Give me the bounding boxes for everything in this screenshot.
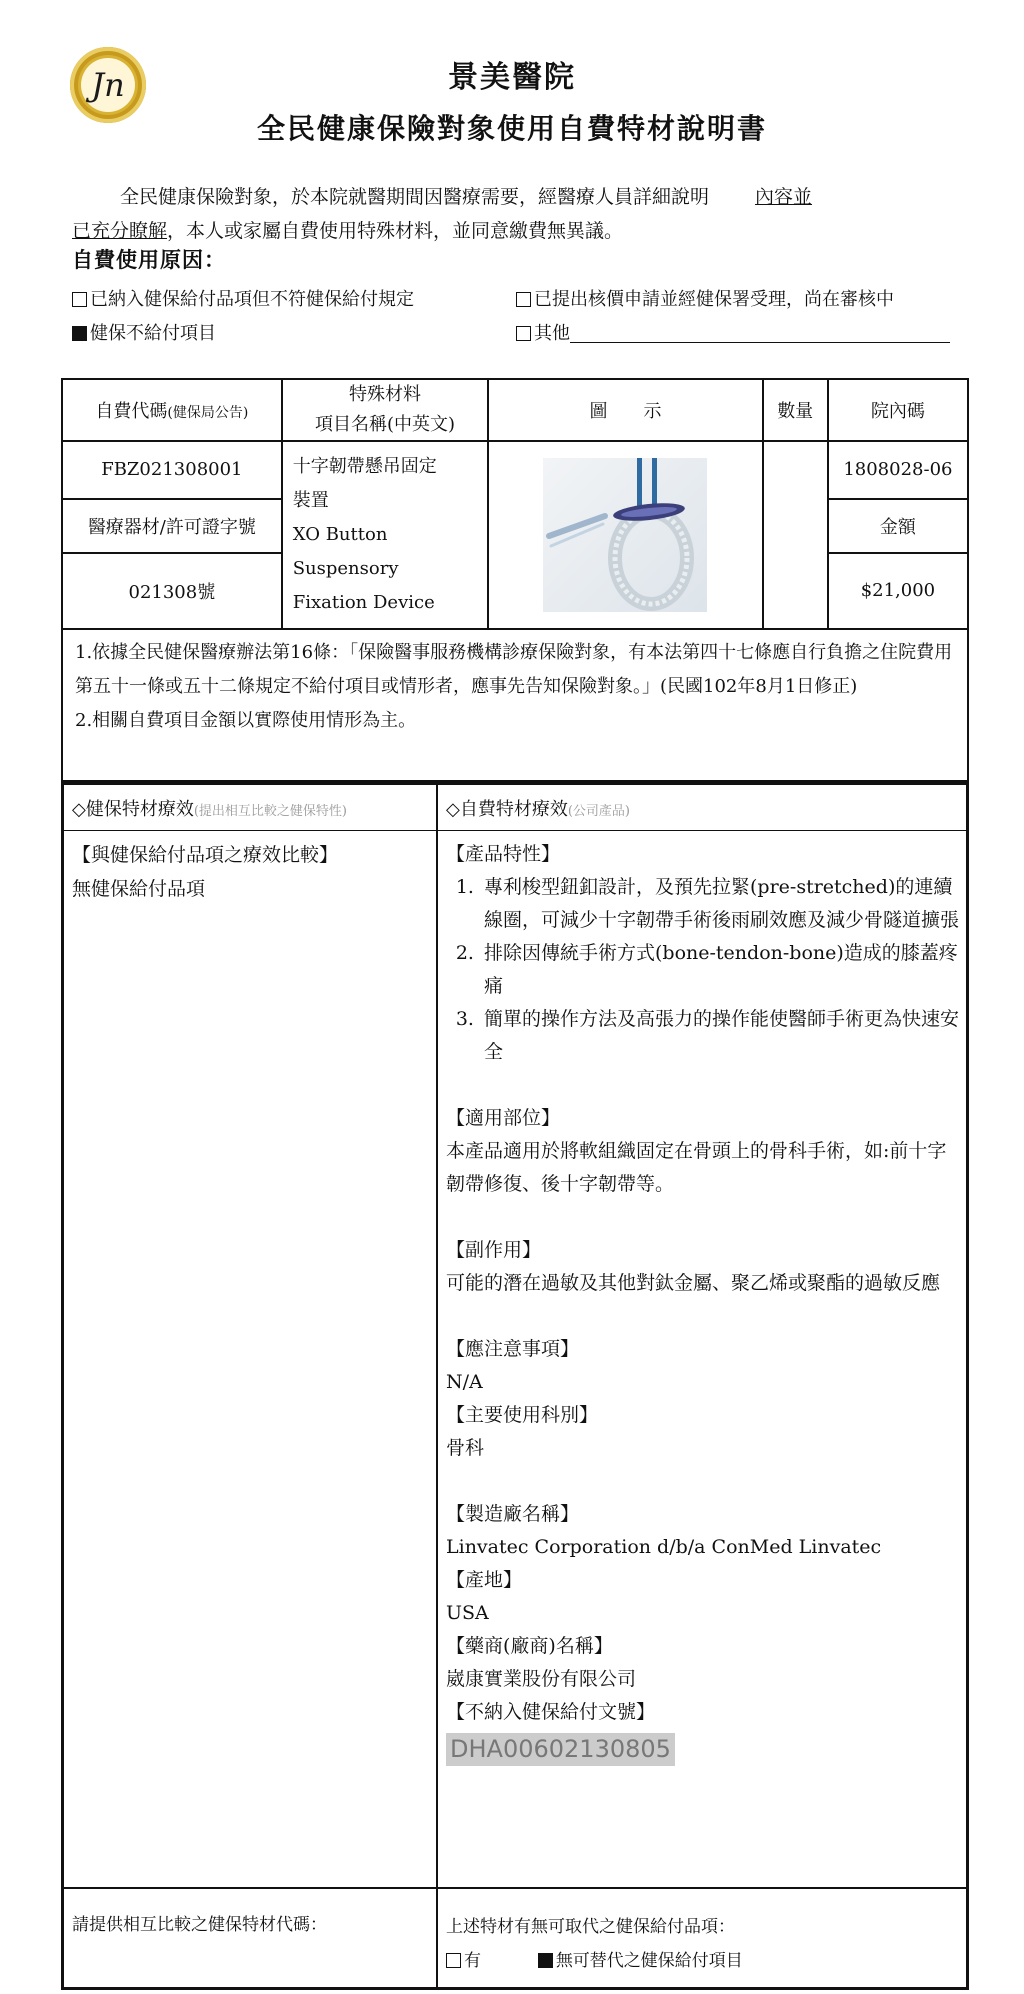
amount-label: 金額 — [828, 499, 968, 553]
manufacturer-title: 【製造廠名稱】 — [446, 1503, 580, 1525]
site-text: 本產品適用於將軟組織固定在骨頭上的骨科手術，如:前十字韌帶修復、後十字韌帶等。 — [446, 1140, 947, 1195]
right-column-header: ◇自費特材療效(公司產品) — [446, 799, 630, 820]
site-title: 【適用部位】 — [446, 1107, 561, 1129]
alternative-yes-option[interactable]: 有 — [446, 1951, 481, 1971]
side-effect-title: 【副作用】 — [446, 1239, 542, 1261]
side-effect-text: 可能的潛在過敏及其他對鈦金屬、聚乙烯或聚酯的過敏反應 — [446, 1272, 941, 1294]
item-name-cell: 十字韌帶懸吊固定 裝置 XO Button Suspensory Fixation Device — [282, 441, 489, 629]
product-image — [543, 458, 707, 612]
header-code: 自費代碼(健保局公告) — [62, 379, 282, 441]
intro-underlined-2: 已充分瞭解 — [72, 220, 168, 242]
department-title: 【主要使用科別】 — [446, 1404, 599, 1426]
column-divider — [436, 782, 438, 1990]
checkbox-checked-icon[interactable] — [72, 326, 87, 341]
intro-line2: ，本人或家屬自費使用特殊材料，並同意繳費無異議。 — [167, 220, 624, 242]
comparison-title: 【與健保給付品項之療效比較】 — [72, 844, 339, 866]
caution-text: N/A — [446, 1371, 483, 1393]
reason-option-1[interactable] — [72, 285, 414, 311]
caution-title: 【應注意事項】 — [446, 1338, 580, 1360]
note-1: 1.依據全民健保醫療辦法第16條：「保險醫事服務機構診療保險對象，有本法第四十七條應自行負擔之住院費用第五十一條或五十二條規定不給付項目或情形者，應事先告知保險對象。」(民國102年8月1日修正) — [75, 642, 953, 697]
image-cell — [488, 441, 762, 629]
qty-cell — [763, 441, 828, 629]
reason-option-2[interactable] — [516, 285, 894, 311]
reason-option-1-label: 已納入健保給付品項但不符健保給付規定 — [90, 289, 414, 310]
hospital-code-value: 1808028-06 — [828, 441, 968, 499]
amount-value: $21,000 — [828, 553, 968, 629]
origin-text: USA — [446, 1602, 489, 1624]
origin-title: 【產地】 — [446, 1569, 523, 1591]
feature-item: 3. 簡單的操作方法及高張力的操作能使醫師手術更為快速安全 — [480, 1003, 961, 1069]
intro-line1: 全民健康保險對象，於本院就醫期間因醫療需要，經醫療人員詳細說明 — [120, 186, 710, 208]
material-table — [61, 378, 969, 630]
document-number-title: 【不納入健保給付文號】 — [446, 1701, 656, 1723]
right-column-content — [446, 838, 961, 1768]
hospital-name: 景美醫院 — [448, 60, 576, 95]
reason-option-3[interactable] — [72, 319, 216, 345]
header-qty: 數量 — [763, 379, 828, 441]
features-title: 【產品特性】 — [446, 843, 561, 865]
checkbox-unchecked-icon[interactable] — [516, 292, 531, 307]
footer-divider — [61, 1887, 969, 1889]
code-value: FBZ021308001 — [62, 441, 282, 499]
checkbox-unchecked-icon[interactable] — [446, 1953, 461, 1968]
header-name: 特殊材料 項目名稱(中英文) — [282, 379, 489, 441]
fixation-device-illustration — [543, 458, 707, 612]
license-label: 醫療器材/許可證字號 — [62, 499, 282, 553]
notes-box — [61, 626, 969, 782]
left-column-content — [72, 838, 338, 906]
checkbox-unchecked-icon[interactable] — [516, 326, 531, 341]
checkbox-unchecked-icon[interactable] — [72, 292, 87, 307]
manufacturer-text: Linvatec Corporation d/b/a ConMed Linvatec — [446, 1536, 882, 1558]
reason-option-4-label: 其他 — [534, 323, 570, 344]
department-text: 骨科 — [446, 1437, 485, 1459]
feature-item: 2. 排除因傳統手術方式(bone-tendon-bone)造成的膝蓋疼痛 — [480, 937, 961, 1003]
alternative-question — [446, 1910, 743, 1978]
comparison-text: 無健保給付品項 — [72, 878, 206, 900]
alternative-question-text: 上述特材有無可取代之健保給付品項： — [446, 1917, 735, 1937]
agent-text: 崴康實業股份有限公司 — [446, 1668, 637, 1690]
feature-item: 1. 專利梭型鈕釦設計，及預先拉緊(pre-stretched)的連續線圈，可減少十字韌帶手術後雨刷效應及減少骨隧道擴張 — [480, 871, 961, 937]
header-divider — [61, 830, 969, 831]
other-reason-field[interactable] — [570, 324, 950, 343]
intro-paragraph — [72, 180, 972, 248]
features-list — [446, 871, 961, 1069]
left-column-header: ◇健保特材療效(提出相互比較之健保特性) — [72, 799, 347, 820]
header-hospital-code: 院內碼 — [828, 379, 968, 441]
intro-underlined-1: 內容並 — [755, 186, 813, 208]
document-title: 全民健康保險對象使用自費特材說明書 — [256, 112, 767, 145]
logo-monogram: Jn — [81, 58, 135, 112]
reason-option-4[interactable] — [516, 319, 950, 345]
comparison-code-label: 請提供相互比較之健保特材代碼： — [72, 1915, 327, 1935]
alternative-no-option[interactable]: 無可替代之健保給付項目 — [538, 1951, 743, 1971]
header-image: 圖 示 — [488, 379, 762, 441]
note-2: 2.相關自費項目金額以實際使用情形為主。 — [75, 710, 417, 731]
reason-option-2-label: 已提出核價申請並經健保署受理，尚在審核中 — [534, 289, 894, 310]
checkbox-checked-icon[interactable] — [538, 1953, 553, 1968]
reason-option-3-label: 健保不給付項目 — [90, 323, 216, 344]
agent-title: 【藥商(廠商)名稱】 — [446, 1635, 613, 1657]
document-number: DHA00602130805 — [446, 1733, 675, 1766]
reasons-title: 自費使用原因： — [72, 247, 226, 272]
license-value: 021308號 — [62, 553, 282, 629]
